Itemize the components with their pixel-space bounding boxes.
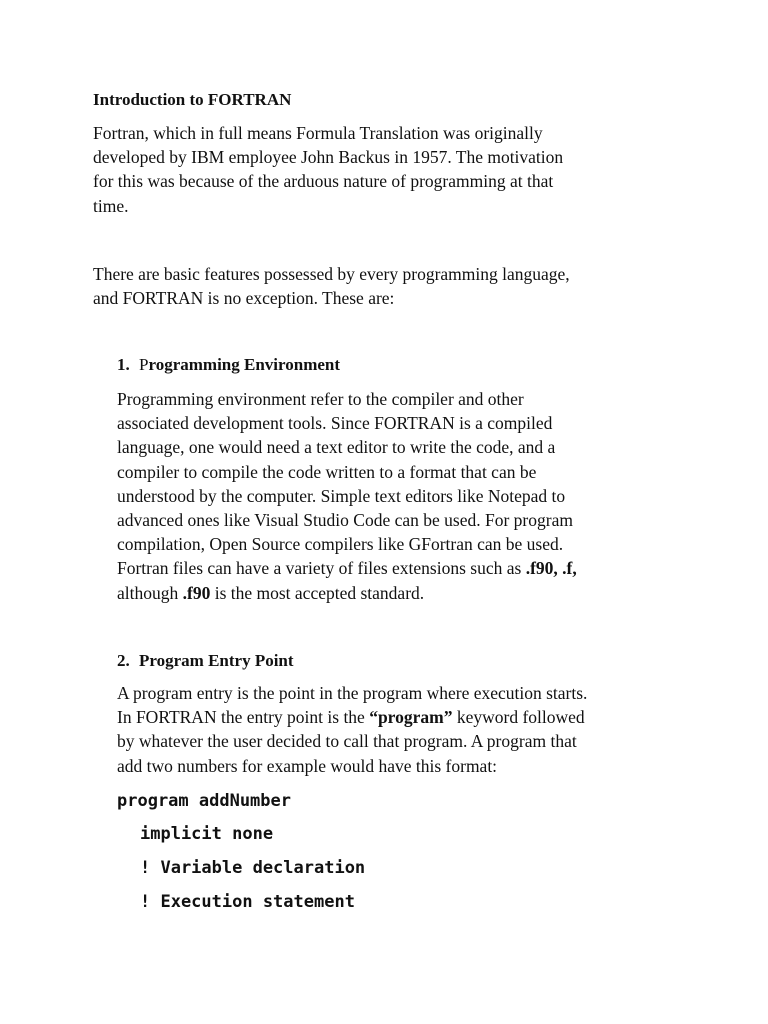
code-line-comment-execution: ! Execution statement xyxy=(140,892,355,912)
intro-paragraph xyxy=(93,121,563,218)
intro-line: Fortran, which in full means Formula Translation was originally xyxy=(93,123,543,143)
section-heading-program-entry-point xyxy=(117,649,294,673)
env-line: associated development tools. Since FORTRAN is a compiled xyxy=(117,413,553,434)
env-line-text: although xyxy=(117,582,183,603)
programming-environment-paragraph xyxy=(117,387,577,605)
f90-extension-bold: .f90 xyxy=(182,582,211,603)
section-heading-text: rogramming Environment xyxy=(148,355,341,374)
env-line: compiler to compile the code written to a format that can be xyxy=(117,461,537,482)
env-line: advanced ones like Visual Studio Code can be used. For program xyxy=(117,510,573,531)
program-keyword-bold: “program” xyxy=(369,707,453,728)
env-line xyxy=(117,556,577,580)
section-number: 2. xyxy=(117,651,130,670)
intro-line: developed by IBM employee John Backus in 1957. The motivation xyxy=(93,147,564,168)
env-line: language, one would need a text editor to write the code, and a xyxy=(117,437,556,458)
file-extensions-bold: .f90, .f, xyxy=(525,558,577,579)
env-line: Programming environment refer to the compiler and other xyxy=(117,389,524,409)
basic-line: There are basic features possessed by every programming language, xyxy=(93,264,570,284)
entry-line-text: In FORTRAN the entry point is the xyxy=(117,707,370,728)
section-heading-first-letter: P xyxy=(139,355,149,374)
basic-line: and FORTRAN is no exception. These are: xyxy=(93,288,395,309)
entry-line-text: keyword followed xyxy=(452,707,585,728)
code-line-implicit: implicit none xyxy=(140,824,274,844)
env-line-text: is the most accepted standard. xyxy=(210,582,425,603)
section-heading-text: Program Entry Point xyxy=(139,651,294,670)
env-line-text: Fortran files can have a variety of files extensions such as xyxy=(117,558,526,579)
basic-features-paragraph xyxy=(93,262,570,310)
entry-line: add two numbers for example would have this format: xyxy=(117,755,498,776)
env-line: understood by the computer. Simple text editors like Notepad to xyxy=(117,485,566,506)
entry-line: A program entry is the point in the program where execution starts. xyxy=(117,683,588,703)
intro-line: for this was because of the arduous nature of programming at that xyxy=(93,171,554,192)
env-line: compilation, Open Source compilers like GFortran can be used. xyxy=(117,534,564,555)
code-line-program: program addNumber xyxy=(117,791,291,811)
env-line xyxy=(117,581,577,605)
intro-line: time. xyxy=(93,195,129,216)
code-line-comment-declaration: ! Variable declaration xyxy=(140,858,366,878)
document-title: Introduction to FORTRAN xyxy=(93,90,292,109)
section-number: 1. xyxy=(117,355,130,374)
program-entry-paragraph xyxy=(117,681,587,778)
entry-line: by whatever the user decided to call that program. A program that xyxy=(117,731,577,752)
section-heading-programming-environment xyxy=(117,353,340,377)
entry-line xyxy=(117,705,587,729)
